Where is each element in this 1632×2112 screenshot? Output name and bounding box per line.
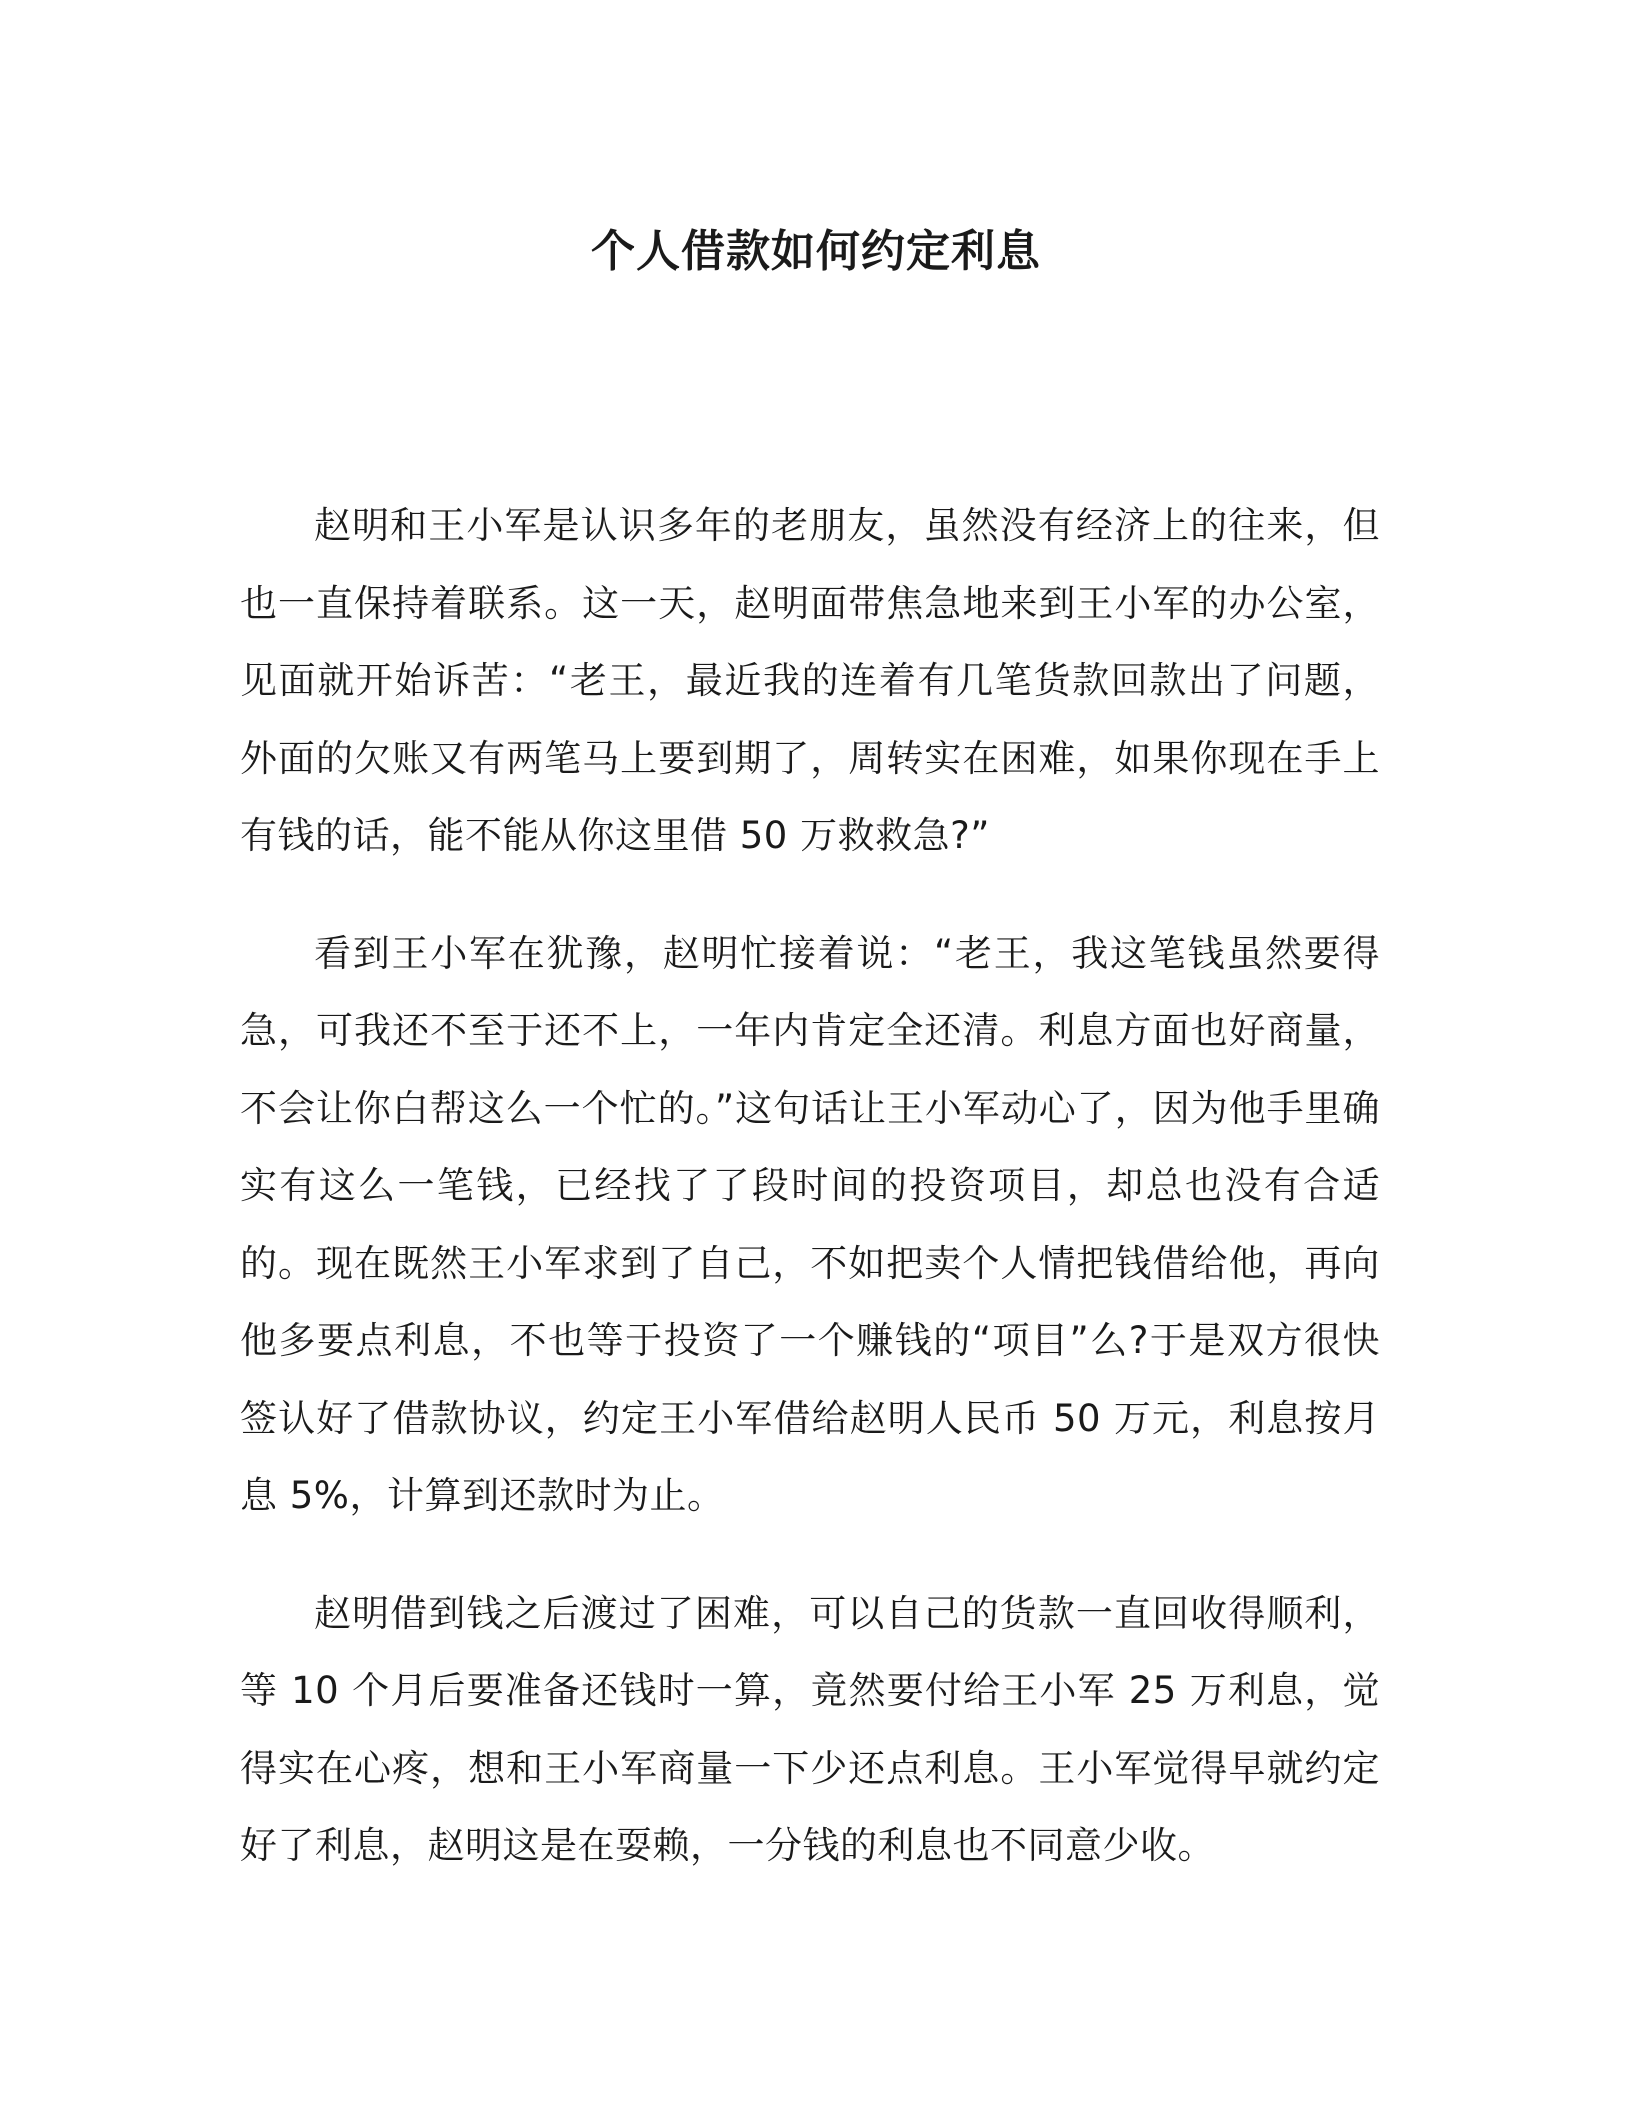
paragraph-2: 看到王小军在犹豫，赵明忙接着说：“老王，我这笔钱虽然要得急，可我还不至于还不上，一年内肯定全还清。利息方面也好商量，不会让你白帮这么一个忙的。”这句话让王小军动心了，因为他手里确实有这么一笔钱，已经找了了段时间的投资项目，却总也没有合适的。现在既然王小军求到了自己，不如把卖个人情把钱借给他，再向他多要点利息，不也等于投资了一个赚钱的“项目”么?于是双方很快签认好了借款协议，约定王小军借给赵明人民币 50 万元，利息按月息 5%，计算到还款时为止。 (240, 931, 1380, 1517)
paragraph-1: 赵明和王小军是认识多年的老朋友，虽然没有经济上的往来，但也一直保持着联系。这一天，赵明面带焦急地来到王小军的办公室，见面就开始诉苦：“老王，最近我的连着有几笔货款回款出了问题，外面的欠账又有两笔马上要到期了，周转实在困难，如果你现在手上有钱的话，能不能从你这里借 50 万救救急?” (240, 504, 1380, 857)
paragraph-3: 赵明借到钱之后渡过了困难，可以自己的货款一直回收得顺利，等 10 个月后要准备还钱时一算，竟然要付给王小军 25 万利息，觉得实在心疼，想和王小军商量一下少还点利息。王小军觉得早就约定好了利息，赵明这是在耍赖，一分钱的利息也不同意少收。 (240, 1591, 1380, 1867)
document-body (240, 487, 1380, 1925)
document-title: 个人借款如何约定利息 (591, 226, 1041, 277)
